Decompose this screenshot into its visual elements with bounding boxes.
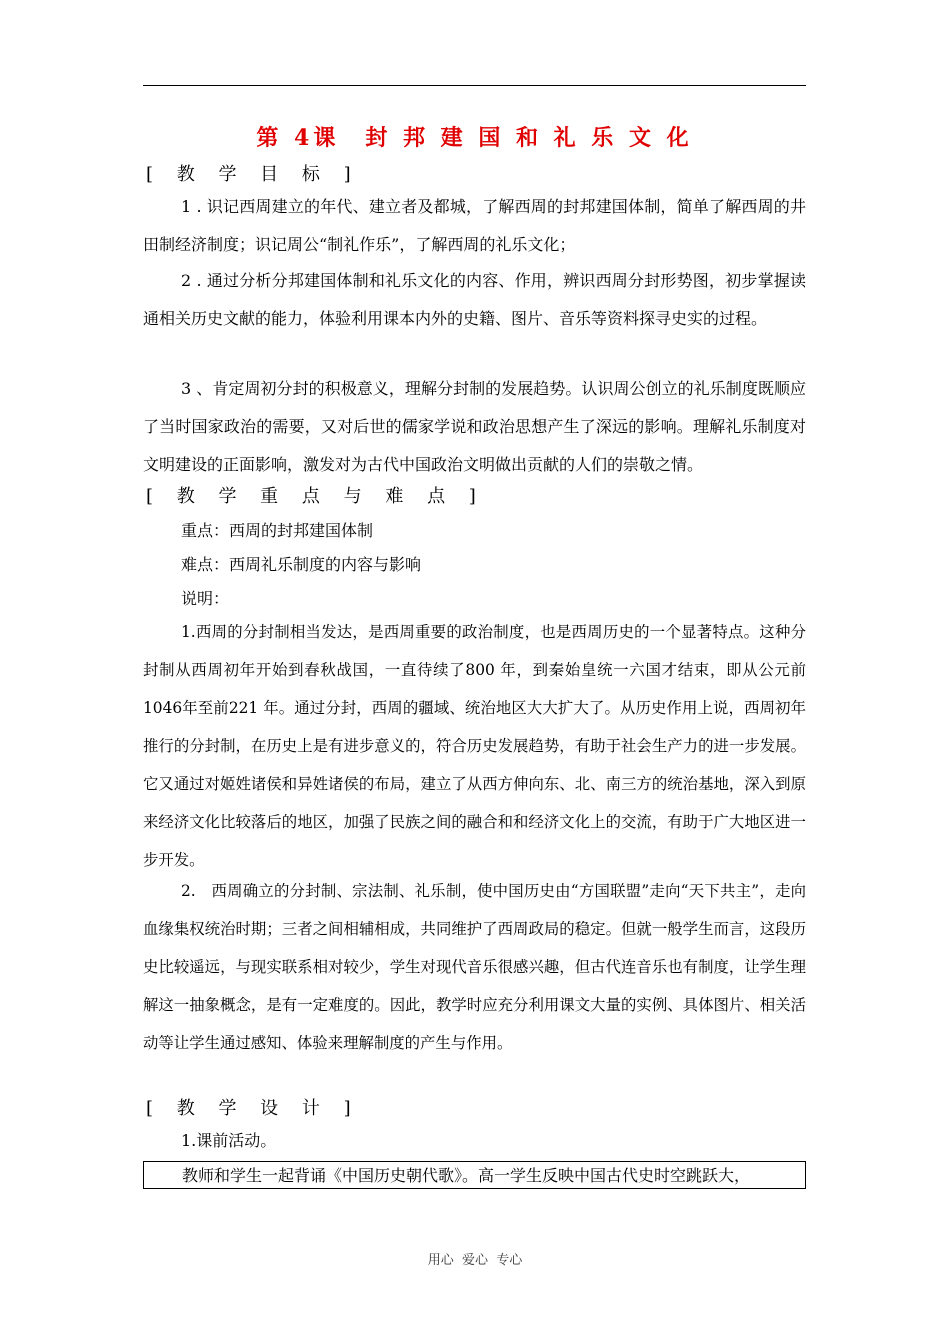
header-rule	[143, 85, 806, 86]
explain-note-1: 1.西周的分封制相当发达，是西周重要的政治制度，也是西周历史的一个显著特点。这种分封制从西周初年开始到春秋战国，一直待续了800 年，到秦始皇统一六国才结束，即从公元前1046年至前221 年。通过分封，西周的疆域、统治地区大大扩大了。从历史作用上说，西周初年推行的分封制，在历史上是有进步意义的，符合历史发展趋势，有助于社会生产力的进一步发展。它又通过对姬姓诸侯和异姓诸侯的布局，建立了从西方伸向东、北、南三方的统治基地，深入到原来经济文化比较落后的地区，加强了民族之间的融合和和经济文化上的交流，有助于广大地区进一步开发。	[143, 623, 806, 869]
section-heading-key-points: [ 教 学 重 点 与 难 点 ]	[146, 486, 485, 507]
explain-label: 说明：	[181, 589, 230, 608]
page-footer: 用心 爱心 专心	[427, 1253, 523, 1268]
goal-item-3: 3 、肯定周初分封的积极意义，理解分封制的发展趋势。认识周公创立的礼乐制度既顺应了当时国家政治的需要，又对后世的儒家学说和政治思想产生了深远的影响。理解礼乐制度对文明建设的正面影响，激发对为古代中国政治文明做出贡献的人们的崇敬之情。	[143, 379, 806, 474]
focus-text: 重点：西周的封邦建国体制	[181, 521, 374, 540]
activity-box: 教师和学生一起背诵《中国历史朝代歌》。高一学生反映中国古代史时空跳跃大，	[143, 1161, 806, 1189]
difficulty-text: 难点：西周礼乐制度的内容与影响	[181, 555, 422, 574]
goal-item-1: 1 . 识记西周建立的年代、建立者及都城，了解西周的封邦建国体制，简单了解西周的井田制经济制度；识记周公“制礼作乐”，了解西周的礼乐文化；	[143, 197, 806, 254]
page-title: 第 4课 封 邦 建 国 和 礼 乐 文 化	[256, 125, 693, 151]
explain-note-2: 2. 西周确立的分封制、宗法制、礼乐制，使中国历史由“方国联盟”走向“天下共主”，走向血缘集权统治时期；三者之间相辅相成，共同维护了西周政局的稳定。但就一般学生而言，这段历史比较遥远，与现实联系相对较少，学生对现代音乐很感兴趣，但古代连音乐也有制度，让学生理解这一抽象概念，是有一定难度的。因此，教学时应充分利用课文大量的实例、具体图片、相关活动等让学生通过感知、体验来理解制度的产生与作用。	[143, 882, 806, 1052]
section-heading-goals: [ 教 学 目 标 ]	[146, 164, 360, 185]
section-heading-design: [ 教 学 设 计 ]	[146, 1098, 360, 1119]
design-step-1: 1.课前活动。	[181, 1131, 277, 1150]
goal-item-2: 2 . 通过分析分邦建国体制和礼乐文化的内容、作用，辨识西周分封形势图，初步掌握读通相关历史文献的能力，体验利用课本内外的史籍、图片、音乐等资料探寻史实的过程。	[143, 271, 806, 328]
